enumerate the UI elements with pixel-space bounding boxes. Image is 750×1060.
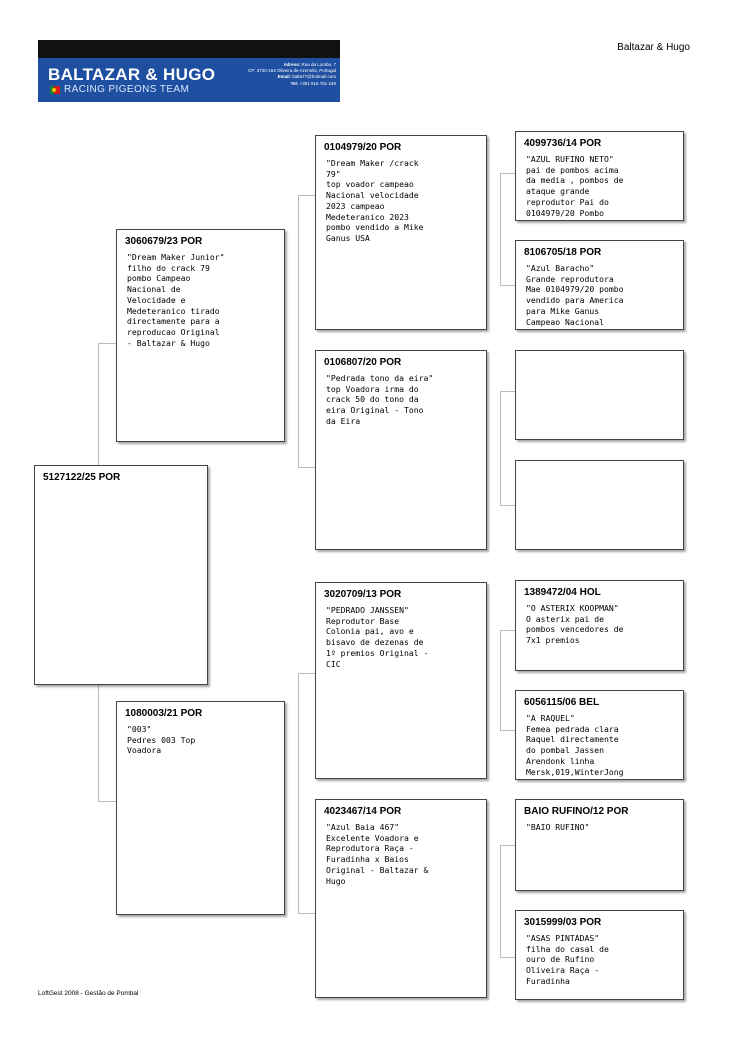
- pigeon-description: "ASAS PINTADAS" filha do casal de ouro de Rufino Oliveira Raça - Furadinha: [526, 933, 609, 986]
- team-logo-banner: [38, 40, 340, 102]
- connector-line: [298, 673, 315, 674]
- portugal-flag-icon: [50, 86, 60, 94]
- pedigree-dam-sire-dam-card[interactable]: [515, 690, 684, 780]
- email-value: balta77@hotmail.com: [292, 74, 336, 80]
- address-street: Rua da Lomba, 7: [301, 62, 336, 67]
- connector-line: [500, 845, 515, 846]
- pigeon-description: "Dream Maker Junior" filho do crack 79 pombo Campeao Nacional de Velocidade e Medeteranico tirado directamente para a reproducao Original - Baltazar & Hugo: [127, 252, 225, 348]
- pigeon-description: "O ASTERIX KOOPMAN" O asterix pai de pombos vencedores de 7x1 premios: [526, 603, 624, 646]
- ring-number: 3060679/23 POR: [125, 236, 203, 247]
- brand-subtitle: RACING PIGEONS TEAM: [64, 84, 190, 95]
- pedigree-sire-sire-sire-card[interactable]: [515, 131, 684, 221]
- pigeon-description: "Azul Baracho" Grande reprodutora Mae 0104979/20 pombo vendido para America para Mike Ganus Campeao Nacional: [526, 263, 624, 327]
- tel-value: +351 916 781 249: [299, 80, 336, 86]
- pedigree-dam-dam-sire-card[interactable]: [515, 799, 684, 891]
- ring-number: 1389472/04 HOL: [524, 587, 601, 598]
- pigeon-description: "Azul Baia 467" Excelente Voadora e Reprodutora Raça - Furadinha x Baios Original - Baltazar & Hugo: [326, 822, 429, 886]
- pigeon-description: "A RAQUEL" Femea pedrada clara Raquel directamente do pombal Jassen Arendonk linha Mersk,019,WinterJong: [526, 713, 624, 777]
- brand-name: BALTAZAR & HUGO: [48, 65, 216, 84]
- pedigree-dam-dam-dam-card[interactable]: [515, 910, 684, 1000]
- email-label: Email:: [277, 74, 292, 80]
- connector-line: [500, 630, 515, 631]
- connector-line: [298, 673, 299, 913]
- ring-number: 3020709/13 POR: [324, 589, 402, 600]
- pedigree-dam-dam-card[interactable]: [315, 799, 487, 998]
- connector-line: [98, 343, 116, 344]
- ring-number: 5127122/25 POR: [43, 472, 121, 483]
- pedigree-sire-dam-card[interactable]: [315, 350, 487, 550]
- ring-number: 4099736/14 POR: [524, 138, 602, 149]
- pedigree-dam-sire-card[interactable]: [315, 582, 487, 779]
- ring-number: BAIO RUFINO/12 POR: [524, 806, 629, 817]
- connector-line: [298, 913, 315, 914]
- ring-number: 8106705/18 POR: [524, 247, 602, 258]
- pigeon-description: "Pedrada tono da eira" top Voadora irma do crack 50 do tono da eira Original - Tono da Eira: [326, 373, 434, 426]
- connector-line: [500, 173, 501, 285]
- connector-line: [500, 391, 501, 505]
- connector-line: [98, 685, 99, 801]
- connector-line: [298, 467, 315, 468]
- ring-number: 0106807/20 POR: [324, 357, 402, 368]
- footer-credit: LoftGest 2008 - Gestão de Pombal: [38, 990, 139, 997]
- banner-dark-strip: [38, 40, 340, 58]
- connector-line: [500, 391, 515, 392]
- pigeon-description: "AZUL RUFINO NETO" pai de pombos acima da media , pombos de ataque grande reprodutor Pai do 0104979/20 Pombo: [526, 154, 624, 218]
- pedigree-sire-sire-card[interactable]: [315, 135, 487, 330]
- connector-line: [500, 505, 515, 506]
- pedigree-subject-card[interactable]: [34, 465, 208, 685]
- connector-line: [500, 845, 501, 957]
- connector-line: [500, 957, 515, 958]
- pigeon-description: "PEDRADO JANSSEN" Reprodutor Base Colonia pai, avo e bisavo de dezenas de 1º premios Original - CIC: [326, 605, 429, 669]
- ring-number: 0104979/20 POR: [324, 142, 402, 153]
- pedigree-sire-sire-dam-card[interactable]: [515, 240, 684, 330]
- pedigree-sire-dam-dam-card[interactable]: [515, 460, 684, 550]
- ring-number: 3015999/03 POR: [524, 917, 602, 928]
- pigeon-description: "BAIO RUFINO": [526, 822, 590, 832]
- connector-line: [98, 801, 116, 802]
- owner-name: Baltazar & Hugo: [617, 42, 690, 53]
- address-label: Adress:: [283, 62, 301, 67]
- connector-line: [298, 195, 315, 196]
- connector-line: [298, 195, 299, 467]
- ring-number: 6056115/06 BEL: [524, 697, 600, 708]
- connector-line: [500, 730, 515, 731]
- tel-label: Tel:: [290, 80, 299, 86]
- pigeon-description: "003" Pedres 003 Top Voadora: [127, 724, 196, 756]
- pigeon-description: "Dream Maker /crack 79" top voador campeao Nacional velocidade 2023 campeao Medeteranico 2023 pombo vendido a Mike Ganus USA: [326, 158, 424, 243]
- ring-number: 4023467/14 POR: [324, 806, 402, 817]
- ring-number: 1080003/21 POR: [125, 708, 203, 719]
- pedigree-sire-dam-sire-card[interactable]: [515, 350, 684, 440]
- pedigree-dam-sire-sire-card[interactable]: [515, 580, 684, 671]
- contact-info: [176, 62, 336, 87]
- address-city: CP: 3720-154 Oliveira de Azeméis, Portugal: [247, 68, 336, 74]
- pedigree-dam-card[interactable]: [116, 701, 285, 915]
- connector-line: [500, 630, 501, 730]
- pedigree-sire-card[interactable]: [116, 229, 285, 442]
- connector-line: [98, 343, 99, 465]
- connector-line: [500, 285, 515, 286]
- connector-line: [500, 173, 515, 174]
